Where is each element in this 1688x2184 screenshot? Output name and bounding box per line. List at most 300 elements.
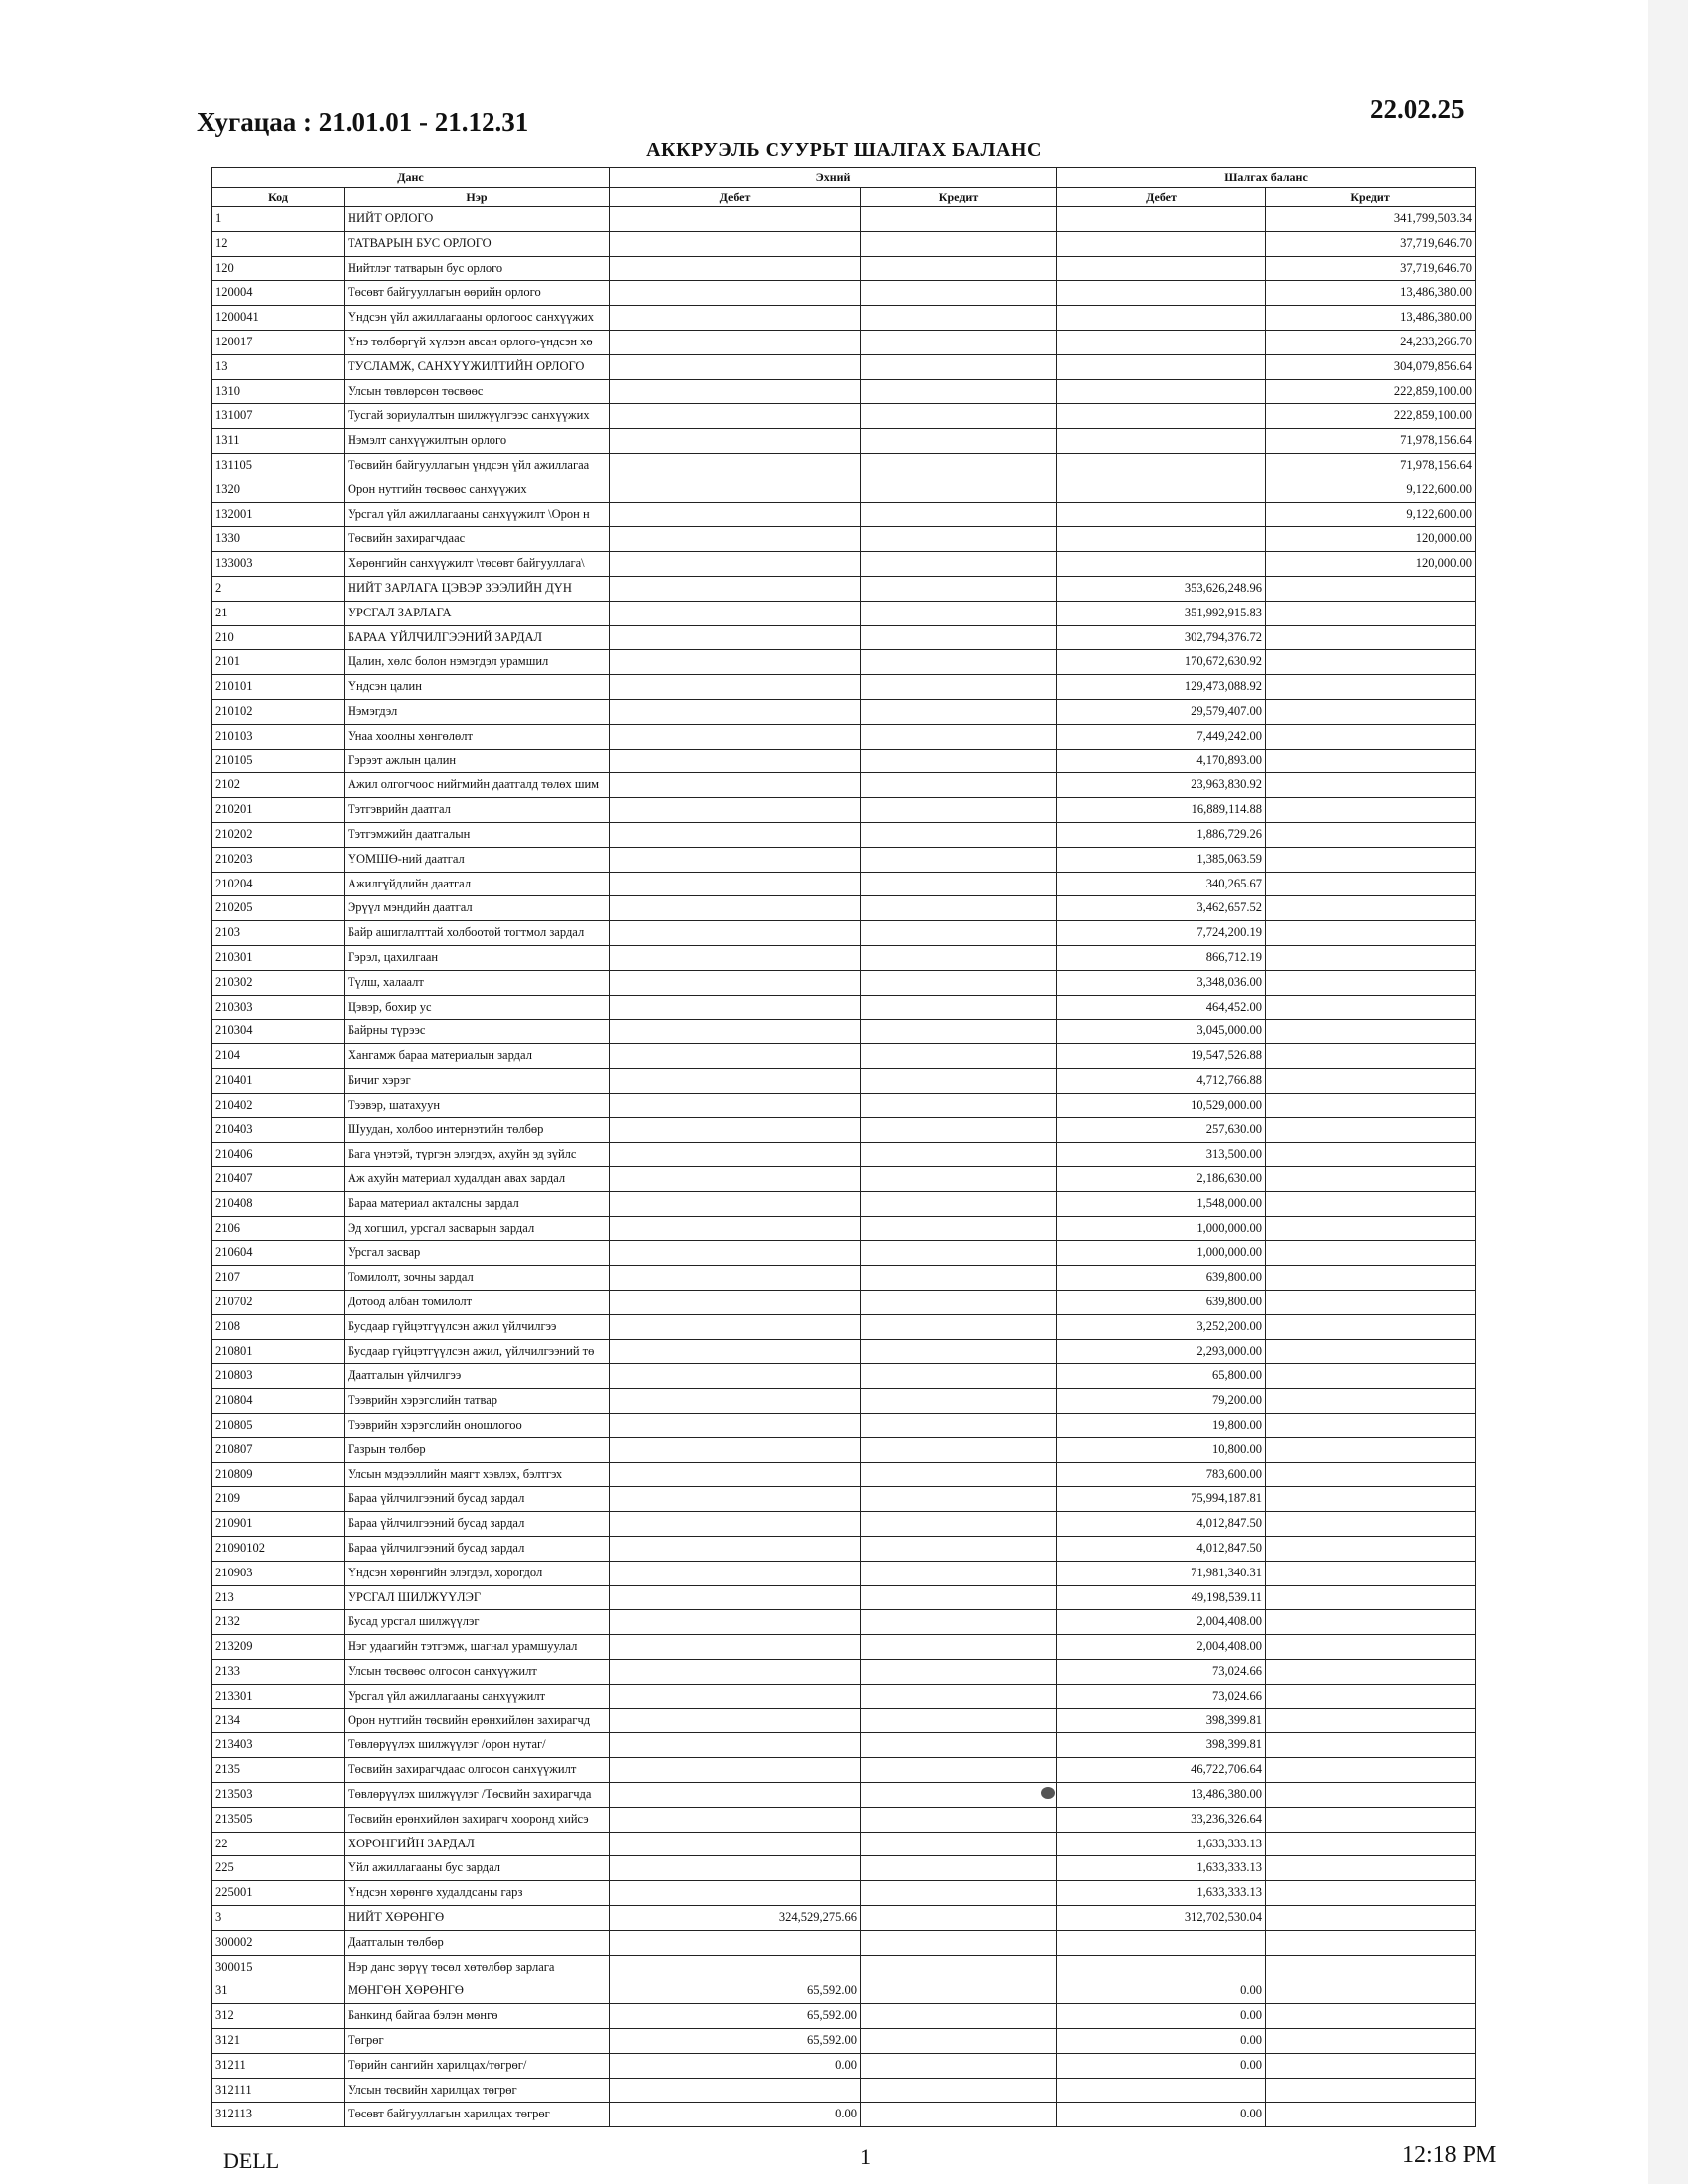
- cell-balance-debit: 71,981,340.31: [1057, 1561, 1266, 1585]
- cell-name: ҮОМШӨ-ний даатгал: [345, 847, 610, 872]
- cell-opening-debit: 65,592.00: [610, 2004, 861, 2029]
- cell-opening-credit: [861, 1979, 1057, 2004]
- cell-opening-debit: 65,592.00: [610, 1979, 861, 2004]
- cell-name: Үйл ажиллагааны бус зардал: [345, 1856, 610, 1881]
- column-header-opening-credit: Кредит: [861, 188, 1057, 207]
- cell-opening-credit: [861, 478, 1057, 502]
- cell-balance-credit: [1266, 749, 1476, 773]
- cell-opening-credit: [861, 1191, 1057, 1216]
- cell-code: 210406: [212, 1143, 345, 1167]
- cell-opening-debit: [610, 1266, 861, 1291]
- cell-opening-debit: [610, 798, 861, 823]
- cell-code: 210304: [212, 1020, 345, 1044]
- table-row: [212, 1167, 1476, 1192]
- cell-opening-debit: [610, 1364, 861, 1389]
- cell-name: Бусад урсгал шилжүүлэг: [345, 1610, 610, 1635]
- column-header-name: Нэр: [345, 188, 610, 207]
- cell-code: 1200041: [212, 306, 345, 331]
- cell-name: Орон нутгийн төсвийн ерөнхийлөн захирагчд: [345, 1708, 610, 1733]
- cell-balance-credit: [1266, 576, 1476, 601]
- cell-opening-debit: [610, 1291, 861, 1315]
- cell-opening-credit: [861, 1216, 1057, 1241]
- cell-balance-debit: 351,992,915.83: [1057, 601, 1266, 625]
- cell-opening-debit: [610, 921, 861, 946]
- cell-balance-debit: 170,672,630.92: [1057, 650, 1266, 675]
- cell-opening-credit: [861, 552, 1057, 577]
- column-header-row: [212, 188, 1476, 207]
- cell-name: Урсгал үйл ажиллагааны санхүүжилт \Орон н: [345, 502, 610, 527]
- cell-balance-debit: 19,547,526.88: [1057, 1044, 1266, 1069]
- cell-balance-credit: [1266, 1339, 1476, 1364]
- cell-balance-credit: [1266, 1241, 1476, 1266]
- cell-opening-debit: 0.00: [610, 2053, 861, 2078]
- cell-code: 210: [212, 625, 345, 650]
- cell-opening-credit: [861, 650, 1057, 675]
- cell-balance-debit: 340,265.67: [1057, 872, 1266, 896]
- cell-name: Бичиг хэрэг: [345, 1068, 610, 1093]
- cell-code: 31211: [212, 2053, 345, 2078]
- cell-opening-credit: [861, 1389, 1057, 1414]
- cell-opening-credit: [861, 847, 1057, 872]
- cell-balance-credit: [1266, 1118, 1476, 1143]
- cell-balance-credit: [1266, 1291, 1476, 1315]
- cell-code: 210403: [212, 1118, 345, 1143]
- cell-opening-credit: [861, 256, 1057, 281]
- cell-name: Нэмэгдэл: [345, 699, 610, 724]
- cell-code: 210807: [212, 1437, 345, 1462]
- group-header-account: Данс: [212, 168, 610, 188]
- cell-name: Түлш, халаалт: [345, 970, 610, 995]
- cell-opening-credit: [861, 970, 1057, 995]
- cell-code: 131105: [212, 453, 345, 478]
- cell-code: 300015: [212, 1955, 345, 1979]
- table-row: [212, 330, 1476, 354]
- cell-name: Ажилгүйдлийн даатгал: [345, 872, 610, 896]
- cell-code: 213209: [212, 1635, 345, 1660]
- cell-balance-debit: 33,236,326.64: [1057, 1807, 1266, 1832]
- cell-name: Ажил олгогчоос нийгмийн даатгалд төлөх шим: [345, 773, 610, 798]
- cell-name: Улсын төсвөөс олгосон санхүүжилт: [345, 1660, 610, 1685]
- cell-name: Төсвийн байгууллагын үндсэн үйл ажиллагаа: [345, 453, 610, 478]
- cell-code: 210809: [212, 1462, 345, 1487]
- cell-opening-debit: 65,592.00: [610, 2028, 861, 2053]
- cell-opening-credit: [861, 1561, 1057, 1585]
- cell-name: Улсын мэдээллийн маягт хэвлэх, бэлтгэх: [345, 1462, 610, 1487]
- cell-balance-credit: [1266, 675, 1476, 700]
- table-row: [212, 1832, 1476, 1856]
- table-row: [212, 1684, 1476, 1708]
- cell-opening-debit: [610, 502, 861, 527]
- cell-opening-credit: [861, 1044, 1057, 1069]
- cell-balance-debit: 65,800.00: [1057, 1364, 1266, 1389]
- table-row: [212, 1856, 1476, 1881]
- cell-balance-debit: [1057, 453, 1266, 478]
- cell-balance-credit: [1266, 1832, 1476, 1856]
- ink-blot: [1041, 1787, 1055, 1799]
- cell-balance-credit: [1266, 2028, 1476, 2053]
- cell-balance-debit: [1057, 429, 1266, 454]
- cell-name: Үндсэн хөрөнгө худалдсаны гарз: [345, 1881, 610, 1906]
- table-row: [212, 1930, 1476, 1955]
- cell-opening-debit: [610, 306, 861, 331]
- cell-code: 120004: [212, 281, 345, 306]
- table-row: [212, 1389, 1476, 1414]
- table-row: [212, 1537, 1476, 1562]
- cell-balance-credit: [1266, 945, 1476, 970]
- cell-opening-debit: [610, 995, 861, 1020]
- cell-balance-credit: [1266, 1462, 1476, 1487]
- table-row: [212, 970, 1476, 995]
- cell-opening-debit: [610, 1118, 861, 1143]
- cell-opening-debit: [610, 354, 861, 379]
- cell-balance-credit: [1266, 773, 1476, 798]
- cell-balance-debit: 1,000,000.00: [1057, 1241, 1266, 1266]
- cell-balance-debit: 0.00: [1057, 2004, 1266, 2029]
- cell-balance-debit: 13,486,380.00: [1057, 1783, 1266, 1808]
- cell-opening-credit: [861, 1364, 1057, 1389]
- table-row: [212, 552, 1476, 577]
- cell-opening-debit: [610, 1856, 861, 1881]
- cell-name: Үндсэн үйл ажиллагааны орлогоос санхүүжих: [345, 306, 610, 331]
- cell-balance-debit: [1057, 1955, 1266, 1979]
- cell-balance-credit: 304,079,856.64: [1266, 354, 1476, 379]
- cell-name: Тээврийн хэрэгслийн оношлогоо: [345, 1414, 610, 1438]
- cell-balance-debit: 4,012,847.50: [1057, 1512, 1266, 1537]
- cell-balance-credit: [1266, 847, 1476, 872]
- cell-balance-debit: 0.00: [1057, 1979, 1266, 2004]
- cell-opening-credit: [861, 1487, 1057, 1512]
- cell-balance-debit: 73,024.66: [1057, 1684, 1266, 1708]
- cell-opening-credit: [861, 1930, 1057, 1955]
- cell-name: Үндсэн хөрөнгийн элэгдэл, хорогдол: [345, 1561, 610, 1585]
- cell-opening-credit: [861, 1414, 1057, 1438]
- table-row: [212, 675, 1476, 700]
- cell-balance-credit: [1266, 1143, 1476, 1167]
- cell-opening-credit: [861, 527, 1057, 552]
- cell-opening-credit: [861, 429, 1057, 454]
- column-header-balance-debit: Дебет: [1057, 188, 1266, 207]
- cell-name: Нэг удаагийн тэтгэмж, шагнал урамшуулал: [345, 1635, 610, 1660]
- cell-code: 210103: [212, 724, 345, 749]
- cell-name: Цалин, хөлс болон нэмэгдэл урамшил: [345, 650, 610, 675]
- cell-name: Байрны түрээс: [345, 1020, 610, 1044]
- cell-opening-credit: [861, 921, 1057, 946]
- table-row: [212, 1758, 1476, 1783]
- table-row: [212, 2004, 1476, 2029]
- table-row: [212, 1635, 1476, 1660]
- cell-code: 210302: [212, 970, 345, 995]
- cell-code: 210702: [212, 1291, 345, 1315]
- cell-balance-credit: [1266, 1487, 1476, 1512]
- table-row: [212, 1585, 1476, 1610]
- cell-opening-credit: [861, 1832, 1057, 1856]
- cell-opening-debit: [610, 601, 861, 625]
- cell-code: 1330: [212, 527, 345, 552]
- cell-balance-credit: [1266, 724, 1476, 749]
- cell-code: 210604: [212, 1241, 345, 1266]
- cell-balance-credit: [1266, 1955, 1476, 1979]
- cell-code: 210803: [212, 1364, 345, 1389]
- cell-opening-credit: [861, 306, 1057, 331]
- cell-opening-debit: [610, 872, 861, 896]
- cell-balance-debit: [1057, 527, 1266, 552]
- cell-opening-credit: [861, 699, 1057, 724]
- cell-name: Төвлөрүүлэх шилжүүлэг /орон нутаг/: [345, 1733, 610, 1758]
- cell-code: 1: [212, 207, 345, 232]
- cell-opening-debit: [610, 1881, 861, 1906]
- cell-opening-debit: [610, 625, 861, 650]
- cell-code: 225001: [212, 1881, 345, 1906]
- cell-opening-credit: [861, 1512, 1057, 1537]
- cell-balance-debit: 464,452.00: [1057, 995, 1266, 1020]
- cell-balance-credit: [1266, 650, 1476, 675]
- cell-name: Тээврийн хэрэгслийн татвар: [345, 1389, 610, 1414]
- cell-opening-debit: [610, 675, 861, 700]
- cell-opening-credit: [861, 354, 1057, 379]
- table-row: [212, 724, 1476, 749]
- cell-balance-credit: [1266, 1905, 1476, 1930]
- cell-code: 210804: [212, 1389, 345, 1414]
- cell-opening-credit: [861, 1020, 1057, 1044]
- cell-code: 210102: [212, 699, 345, 724]
- cell-opening-debit: [610, 1537, 861, 1562]
- cell-opening-credit: [861, 231, 1057, 256]
- cell-code: 210408: [212, 1191, 345, 1216]
- table-row: [212, 1241, 1476, 1266]
- cell-balance-debit: 1,633,333.13: [1057, 1856, 1266, 1881]
- cell-balance-debit: [1057, 552, 1266, 577]
- table-row: [212, 1143, 1476, 1167]
- table-row: [212, 1955, 1476, 1979]
- cell-balance-debit: 398,399.81: [1057, 1733, 1266, 1758]
- cell-opening-credit: [861, 625, 1057, 650]
- cell-opening-credit: [861, 945, 1057, 970]
- table-row: [212, 945, 1476, 970]
- cell-opening-credit: [861, 1708, 1057, 1733]
- cell-opening-credit: [861, 1143, 1057, 1167]
- cell-name: Банкинд байгаа бэлэн мөнгө: [345, 2004, 610, 2029]
- cell-balance-credit: [1266, 1216, 1476, 1241]
- cell-code: 2102: [212, 773, 345, 798]
- column-header-code: Код: [212, 188, 345, 207]
- table-row: [212, 354, 1476, 379]
- cell-opening-credit: [861, 1807, 1057, 1832]
- table-row: [212, 231, 1476, 256]
- cell-opening-credit: [861, 1266, 1057, 1291]
- cell-opening-debit: [610, 1167, 861, 1192]
- cell-name: Төсөвт байгууллагын харилцах төгрөг: [345, 2103, 610, 2127]
- table-row: [212, 872, 1476, 896]
- table-row: [212, 453, 1476, 478]
- table-row: [212, 995, 1476, 1020]
- cell-opening-debit: [610, 970, 861, 995]
- cell-name: Нэмэлт санхүүжилтын орлого: [345, 429, 610, 454]
- cell-opening-credit: [861, 995, 1057, 1020]
- table-row: [212, 1044, 1476, 1069]
- cell-balance-debit: [1057, 2078, 1266, 2103]
- cell-opening-debit: [610, 1462, 861, 1487]
- group-header-row: [212, 168, 1476, 188]
- cell-balance-debit: 639,800.00: [1057, 1291, 1266, 1315]
- cell-opening-credit: [861, 1684, 1057, 1708]
- cell-opening-debit: [610, 379, 861, 404]
- table-row: [212, 1462, 1476, 1487]
- cell-opening-debit: [610, 1660, 861, 1685]
- cell-balance-debit: 75,994,187.81: [1057, 1487, 1266, 1512]
- cell-opening-debit: [610, 1389, 861, 1414]
- cell-code: 1311: [212, 429, 345, 454]
- cell-balance-credit: 341,799,503.34: [1266, 207, 1476, 232]
- table-row: [212, 527, 1476, 552]
- cell-balance-credit: [1266, 2103, 1476, 2127]
- cell-balance-debit: 2,186,630.00: [1057, 1167, 1266, 1192]
- cell-name: УРСГАЛ ЗАРЛАГА: [345, 601, 610, 625]
- cell-balance-credit: [1266, 822, 1476, 847]
- table-row: [212, 896, 1476, 921]
- cell-name: Тэтгэмжийн даатгалын: [345, 822, 610, 847]
- cell-opening-credit: [861, 1856, 1057, 1881]
- cell-opening-debit: [610, 552, 861, 577]
- cell-opening-debit: [610, 330, 861, 354]
- cell-name: НИЙТ ХӨРӨНГӨ: [345, 1905, 610, 1930]
- cell-opening-debit: [610, 1758, 861, 1783]
- cell-name: НИЙТ ОРЛОГО: [345, 207, 610, 232]
- cell-opening-credit: [861, 1167, 1057, 1192]
- table-row: [212, 306, 1476, 331]
- cell-opening-debit: [610, 1339, 861, 1364]
- table-row: [212, 822, 1476, 847]
- cell-opening-debit: 324,529,275.66: [610, 1905, 861, 1930]
- cell-balance-debit: 1,385,063.59: [1057, 847, 1266, 872]
- cell-balance-credit: [1266, 2004, 1476, 2029]
- cell-opening-credit: [861, 2053, 1057, 2078]
- cell-balance-credit: [1266, 1191, 1476, 1216]
- cell-opening-credit: [861, 2103, 1057, 2127]
- cell-balance-credit: 13,486,380.00: [1266, 306, 1476, 331]
- cell-name: Тээвэр, шатахуун: [345, 1093, 610, 1118]
- cell-opening-credit: [861, 896, 1057, 921]
- cell-balance-debit: 10,529,000.00: [1057, 1093, 1266, 1118]
- cell-name: ХӨРӨНГИЙН ЗАРДАЛ: [345, 1832, 610, 1856]
- cell-opening-debit: [610, 1635, 861, 1660]
- cell-balance-debit: 19,800.00: [1057, 1414, 1266, 1438]
- cell-name: Улсын төсвийн харилцах төгрөг: [345, 2078, 610, 2103]
- cell-opening-debit: [610, 576, 861, 601]
- cell-balance-debit: [1057, 330, 1266, 354]
- cell-opening-credit: [861, 281, 1057, 306]
- cell-code: 2109: [212, 1487, 345, 1512]
- cell-code: 2107: [212, 1266, 345, 1291]
- cell-code: 210901: [212, 1512, 345, 1537]
- cell-balance-credit: 120,000.00: [1266, 552, 1476, 577]
- cell-opening-debit: [610, 650, 861, 675]
- cell-balance-credit: [1266, 1093, 1476, 1118]
- table-row: [212, 1708, 1476, 1733]
- cell-opening-debit: [610, 1955, 861, 1979]
- cell-opening-debit: [610, 1191, 861, 1216]
- cell-opening-credit: [861, 1881, 1057, 1906]
- cell-name: Аж ахуйн материал худалдан авах зардал: [345, 1167, 610, 1192]
- cell-opening-credit: [861, 576, 1057, 601]
- cell-opening-debit: [610, 1143, 861, 1167]
- cell-name: Төсөвт байгууллагын өөрийн орлого: [345, 281, 610, 306]
- table-row: [212, 1339, 1476, 1364]
- cell-balance-debit: 1,548,000.00: [1057, 1191, 1266, 1216]
- cell-opening-credit: [861, 749, 1057, 773]
- cell-code: 210303: [212, 995, 345, 1020]
- cell-balance-credit: 71,978,156.64: [1266, 453, 1476, 478]
- cell-code: 312113: [212, 2103, 345, 2127]
- cell-balance-credit: [1266, 2078, 1476, 2103]
- cell-opening-credit: [861, 330, 1057, 354]
- cell-name: Төрийн сангийн харилцах/төгрөг/: [345, 2053, 610, 2078]
- table-row: [212, 256, 1476, 281]
- cell-code: 210204: [212, 872, 345, 896]
- cell-name: Эд хогшил, урсгал засварын зардал: [345, 1216, 610, 1241]
- cell-opening-debit: [610, 699, 861, 724]
- cell-balance-credit: [1266, 1266, 1476, 1291]
- cell-balance-credit: 9,122,600.00: [1266, 478, 1476, 502]
- cell-opening-debit: [610, 1487, 861, 1512]
- cell-opening-credit: [861, 773, 1057, 798]
- cell-opening-debit: [610, 1512, 861, 1537]
- table-row: [212, 2103, 1476, 2127]
- cell-opening-debit: [610, 231, 861, 256]
- table-row: [212, 281, 1476, 306]
- cell-code: 21: [212, 601, 345, 625]
- table-row: [212, 1093, 1476, 1118]
- cell-balance-debit: 2,004,408.00: [1057, 1635, 1266, 1660]
- table-row: [212, 478, 1476, 502]
- cell-balance-credit: [1266, 1758, 1476, 1783]
- report-period: Хугацаа : 21.01.01 - 21.12.31: [197, 107, 529, 137]
- table-row: [212, 601, 1476, 625]
- cell-balance-debit: 639,800.00: [1057, 1266, 1266, 1291]
- cell-opening-debit: [610, 404, 861, 429]
- cell-balance-credit: [1266, 1561, 1476, 1585]
- cell-balance-debit: 29,579,407.00: [1057, 699, 1266, 724]
- cell-opening-credit: [861, 502, 1057, 527]
- cell-opening-debit: [610, 478, 861, 502]
- cell-opening-credit: [861, 207, 1057, 232]
- cell-name: Гэрээт ажлын цалин: [345, 749, 610, 773]
- cell-name: Үнэ төлбөргүй хүлээн авсан орлого-үндсэн хө: [345, 330, 610, 354]
- cell-code: 21090102: [212, 1537, 345, 1562]
- table-row: [212, 502, 1476, 527]
- cell-opening-debit: [610, 1561, 861, 1585]
- cell-code: 300002: [212, 1930, 345, 1955]
- cell-balance-debit: 398,399.81: [1057, 1708, 1266, 1733]
- cell-name: Бараа үйлчилгээний бусад зардал: [345, 1537, 610, 1562]
- cell-code: 213403: [212, 1733, 345, 1758]
- cell-name: Гэрэл, цахилгаан: [345, 945, 610, 970]
- cell-balance-credit: [1266, 1389, 1476, 1414]
- cell-code: 210301: [212, 945, 345, 970]
- cell-balance-credit: 37,719,646.70: [1266, 256, 1476, 281]
- cell-balance-debit: [1057, 478, 1266, 502]
- cell-code: 210805: [212, 1414, 345, 1438]
- cell-code: 210203: [212, 847, 345, 872]
- cell-code: 210101: [212, 675, 345, 700]
- cell-code: 31: [212, 1979, 345, 2004]
- cell-balance-credit: [1266, 995, 1476, 1020]
- cell-balance-debit: 4,712,766.88: [1057, 1068, 1266, 1093]
- cell-balance-debit: 23,963,830.92: [1057, 773, 1266, 798]
- cell-name: Даатгалын үйлчилгээ: [345, 1364, 610, 1389]
- cell-name: МӨНГӨН ХӨРӨНГӨ: [345, 1979, 610, 2004]
- cell-balance-debit: 16,889,114.88: [1057, 798, 1266, 823]
- cell-balance-debit: 7,449,242.00: [1057, 724, 1266, 749]
